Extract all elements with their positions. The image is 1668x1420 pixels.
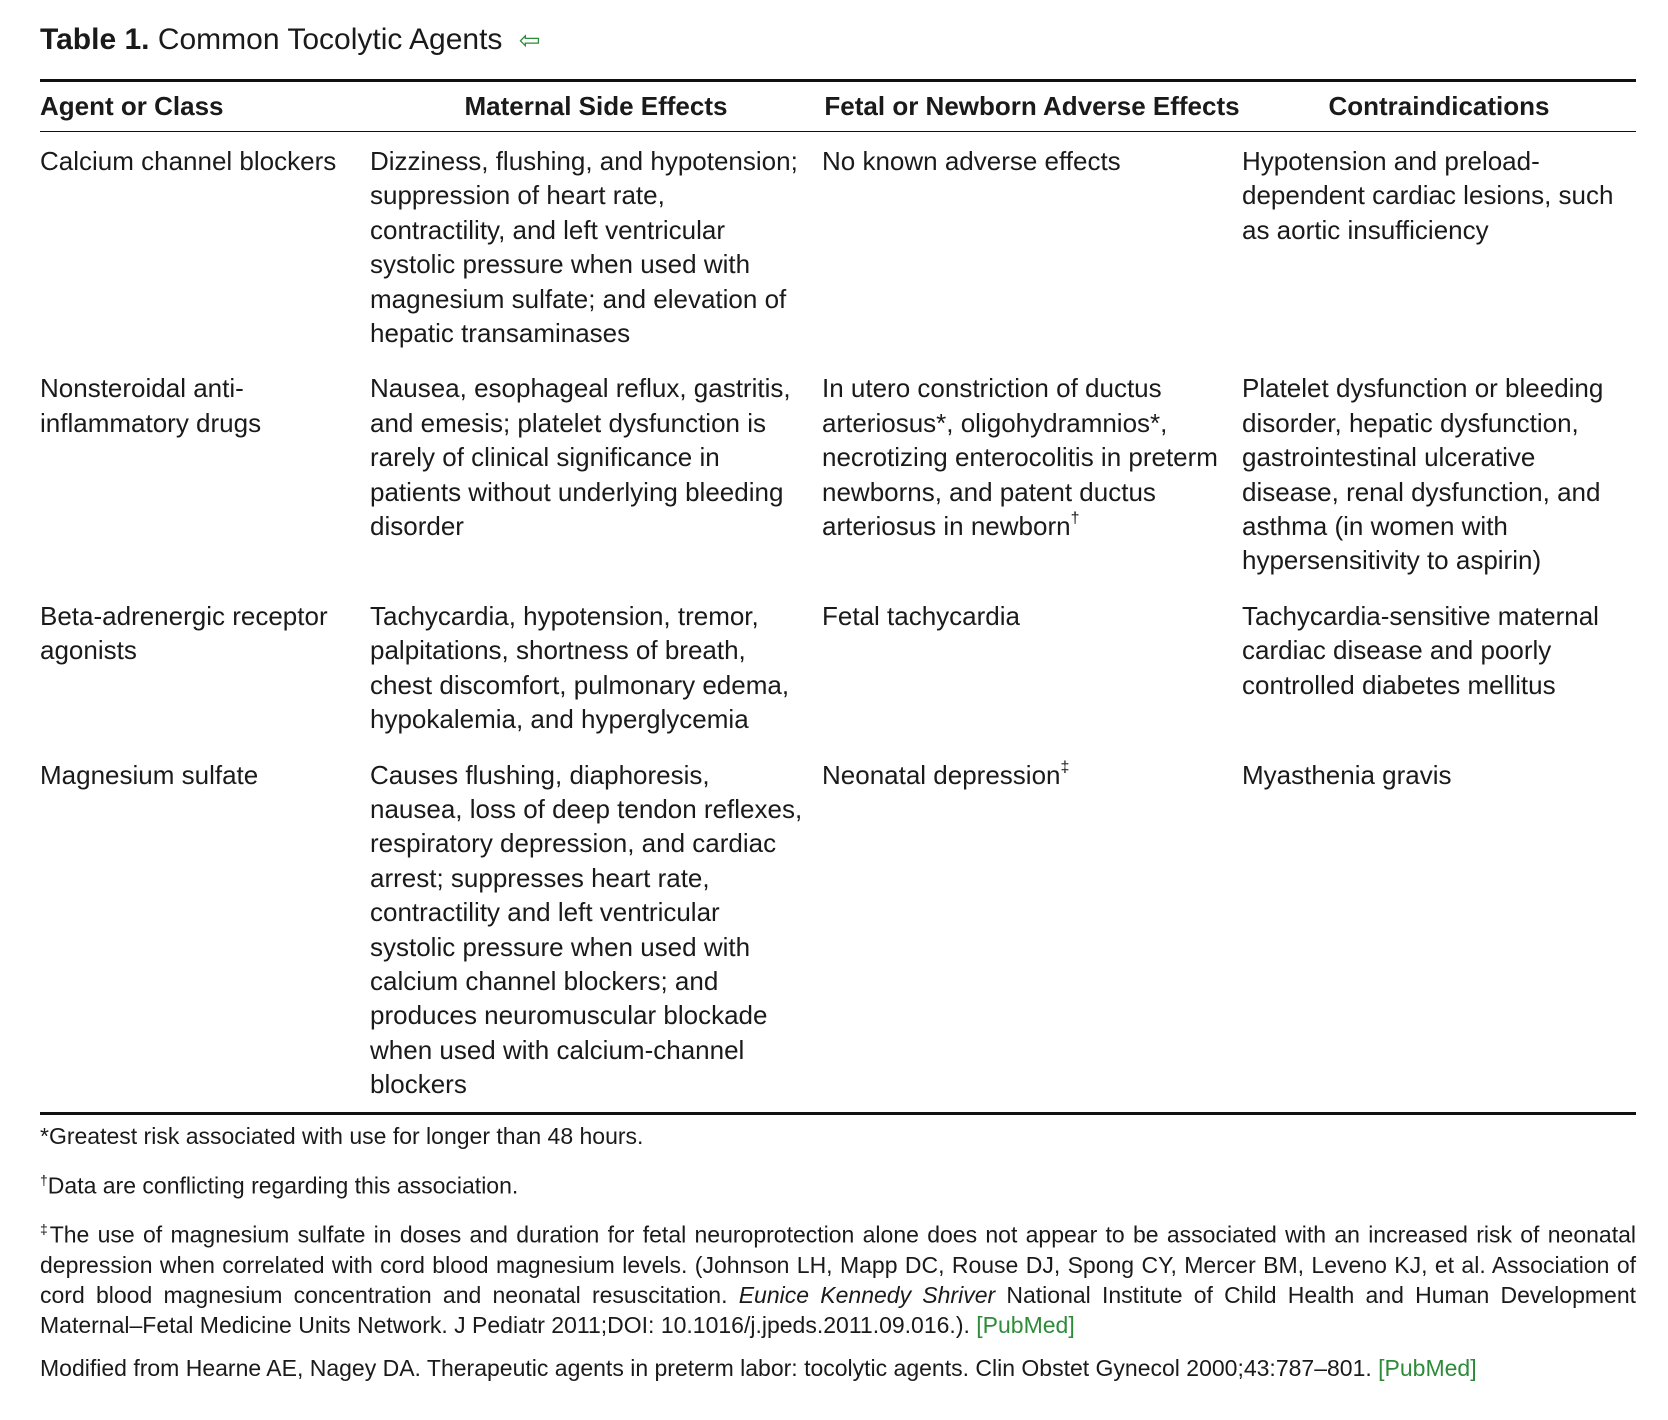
table-label: Table 1. bbox=[40, 23, 150, 56]
back-arrow-icon[interactable]: ⇦ bbox=[518, 25, 541, 55]
header-contraindications: Contraindications bbox=[1242, 81, 1636, 132]
pubmed-link[interactable]: [PubMed] bbox=[1378, 1354, 1477, 1381]
table-row bbox=[40, 758, 1636, 1114]
pubmed-link[interactable]: [PubMed] bbox=[976, 1311, 1075, 1338]
table-title: Common Tocolytic Agents bbox=[157, 23, 503, 56]
table-footnotes bbox=[40, 1121, 1636, 1383]
tocolytic-agents-table bbox=[40, 79, 1636, 1115]
cell-fetal bbox=[822, 599, 1242, 758]
source-note-text: Modified from Hearne AE, Nagey DA. Therapeutic agents in preterm labor: tocolytic agents. Clin Obstet Gynecol 2000;43:787–801. bbox=[40, 1354, 1379, 1381]
cell-agent: Nonsteroidal anti-inflammatory drugs bbox=[40, 373, 262, 438]
header-fetal-adverse-effects: Fetal or Newborn Adverse Effects bbox=[822, 81, 1242, 132]
cell-agent: Calcium channel blockers bbox=[40, 146, 337, 176]
cell-maternal: Causes flushing, diaphoresis, nausea, loss of deep tendon reflexes, respiratory depression, and cardiac arrest; suppresses heart rate, contractility and left ventricular systolic pressure when used with calcium channel blockers; and produces neuromuscular blockade when used with calcium-channel blockers bbox=[370, 759, 803, 1100]
cell-maternal: Nausea, esophageal reflux, gastritis, and emesis; platelet dysfunction is rarely of clinical significance in patients without underlying bleeding disorder bbox=[370, 373, 791, 542]
footnote-dagger-text: Data are conflicting regarding this association. bbox=[47, 1172, 519, 1199]
header-maternal-side-effects: Maternal Side Effects bbox=[370, 81, 822, 132]
footnote-asterisk: *Greatest risk associated with use for longer than 48 hours. bbox=[40, 1122, 644, 1149]
cell-maternal: Dizziness, flushing, and hypotension; suppression of heart rate, contractility, and left ventricular systolic pressure when used with magnesium sulfate; and elevation of hepatic transaminases bbox=[370, 146, 798, 349]
cell-agent: Beta-adrenergic receptor agonists bbox=[40, 600, 328, 666]
header-agent-or-class: Agent or Class bbox=[40, 81, 370, 132]
cell-contraindications: Tachycardia-sensitive maternal cardiac disease and poorly controlled diabetes mellitus bbox=[1242, 600, 1599, 700]
cell-fetal-text: In utero constriction of ductus arteriosus*, oligohydramnios*, necrotizing enterocolitis in preterm newborns, and patent ductus arteriosus in newborn bbox=[822, 373, 1218, 542]
table-caption bbox=[40, 18, 1636, 62]
table-row bbox=[40, 599, 1636, 758]
footnote-italic-name: Eunice Kennedy Shriver bbox=[738, 1281, 996, 1308]
source-note bbox=[40, 1353, 1636, 1383]
cell-agent: Magnesium sulfate bbox=[40, 759, 259, 790]
cell-contraindications: Myasthenia gravis bbox=[1242, 759, 1452, 790]
cell-contraindications: Platelet dysfunction or bleeding disorder, hepatic dysfunction, gastrointestinal ulcerative disease, renal dysfunction, and asthma (in women with hypersensitivity to aspirin) bbox=[1242, 373, 1604, 576]
double-dagger-mark: ‡ bbox=[40, 1221, 50, 1238]
footnote-double-dagger bbox=[40, 1214, 1636, 1340]
table-header-row bbox=[40, 81, 1636, 132]
footnote-double-dagger-text-b: National Institute of Child Health and Human Development Maternal–Fetal Medicine Units Network. J Pediatr 2011;DOI: 10.1016/j.jpeds.2011.09.016.). bbox=[40, 1281, 1637, 1338]
dagger-mark: † bbox=[40, 1171, 48, 1188]
cell-maternal: Tachycardia, hypotension, tremor, palpitations, shortness of breath, chest discomfort, pulmonary edema, hypokalemia, and hyperglycemia bbox=[370, 600, 790, 735]
cell-contraindications: Hypotension and preload-dependent cardiac lesions, such as aortic insufficiency bbox=[1242, 146, 1614, 245]
cell-fetal bbox=[822, 758, 1242, 1114]
cell-fetal-text: Neonatal depression bbox=[822, 759, 1061, 790]
table-row bbox=[40, 371, 1636, 598]
cell-fetal-text: No known adverse effects bbox=[822, 146, 1121, 176]
footnote-dagger bbox=[40, 1165, 1636, 1201]
footnote-double-dagger-text-a: The use of magnesium sulfate in doses and duration for fetal neuroprotection alone does not appear to be associated with an increased risk of neonatal depression when correlated with cord blood magnesium levels. (Johnson LH, Mapp DC, Rouse DJ, Spong CY, Mercer BM, Leveno KJ, et al. Association of cord blood magnesium concentration and neonatal resuscitation. bbox=[40, 1221, 1636, 1308]
cell-fetal bbox=[822, 371, 1242, 598]
cell-fetal-text: Fetal tachycardia bbox=[822, 600, 1020, 631]
cell-fetal bbox=[822, 132, 1242, 372]
document bbox=[40, 18, 1636, 1397]
footnote-mark: † bbox=[1070, 510, 1080, 528]
table-row bbox=[40, 132, 1636, 372]
footnote-mark: ‡ bbox=[1060, 758, 1070, 776]
